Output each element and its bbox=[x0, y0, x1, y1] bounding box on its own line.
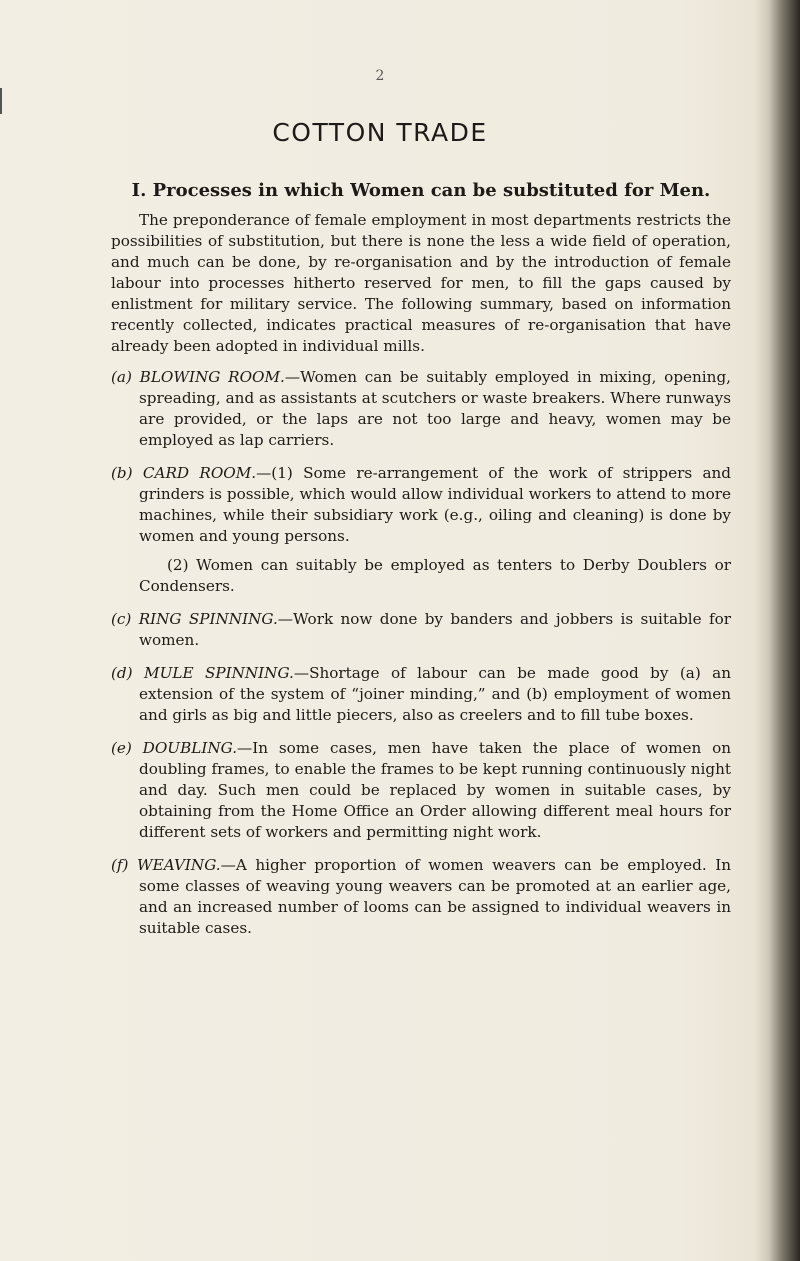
section-heading: I. Processes in which Women can be substituted for Men. bbox=[131, 180, 711, 201]
list-item-weaving: (f) WEAVING.—A higher proportion of women weavers can be employed. In some classes of weaving young weavers can be promoted at an earlier age, and an increased number of looms can be assigned to individual weavers in suitable cases. bbox=[111, 856, 731, 937]
list-item-card-room-part-2: (2) Women can suitably be employed as tenters to Derby Doublers or Condensers. bbox=[139, 556, 731, 595]
document-body bbox=[111, 180, 731, 951]
page-edge-shadow bbox=[755, 0, 800, 1261]
page-number: 2 bbox=[375, 68, 385, 84]
list-item-blowing-room: (a) BLOWING ROOM.—Women can be suitably employed in mixing, opening, spreading, and as assistants at scutchers or waste breakers. Where runways are provided, or the laps are not too large and heavy, women may be employed as lap carriers. bbox=[111, 368, 731, 449]
list-item-ring-spinning: (c) RING SPINNING.—Work now done by banders and jobbers is suitable for women. bbox=[111, 610, 731, 649]
intro-paragraph: The preponderance of female employment in most departments restricts the possibilities of substitution, but there is none the less a wide field of operation, and much can be done, by re-organisation and by the introduction of female labour into processes hitherto reserved for men, to fill the gaps caused by enlistment for military service. The following summary, based on information recently collected, indicates practical measures of re-organisation that have already been adopted in individual mills. bbox=[111, 211, 731, 355]
list-item-mule-spinning: (d) MULE SPINNING.—Shortage of labour can be made good by (a) an extension of the system of “joiner minding,” and (b) employment of women and girls as big and little piecers, also as creelers and to fill tube boxes. bbox=[111, 664, 732, 724]
list-item-doubling: (e) DOUBLING.—In some cases, men have taken the place of women on doubling frames, to enable the frames to be kept running continuously night and day. Such men could be replaced by women in suitable cases, by obtaining from the Home Office an Order allowing different meal hours for different sets of workers and permitting night work. bbox=[111, 739, 732, 841]
running-title: COTTON TRADE bbox=[272, 118, 488, 147]
list-item-card-room: (b) CARD ROOM.—(1) Some re-arrangement of the work of strippers and grinders is possible, which would allow individual workers to attend to more machines, while their subsidiary work (e.g., oiling and cleaning) is done by women and young persons. bbox=[111, 464, 731, 545]
binding-mark bbox=[0, 88, 2, 114]
